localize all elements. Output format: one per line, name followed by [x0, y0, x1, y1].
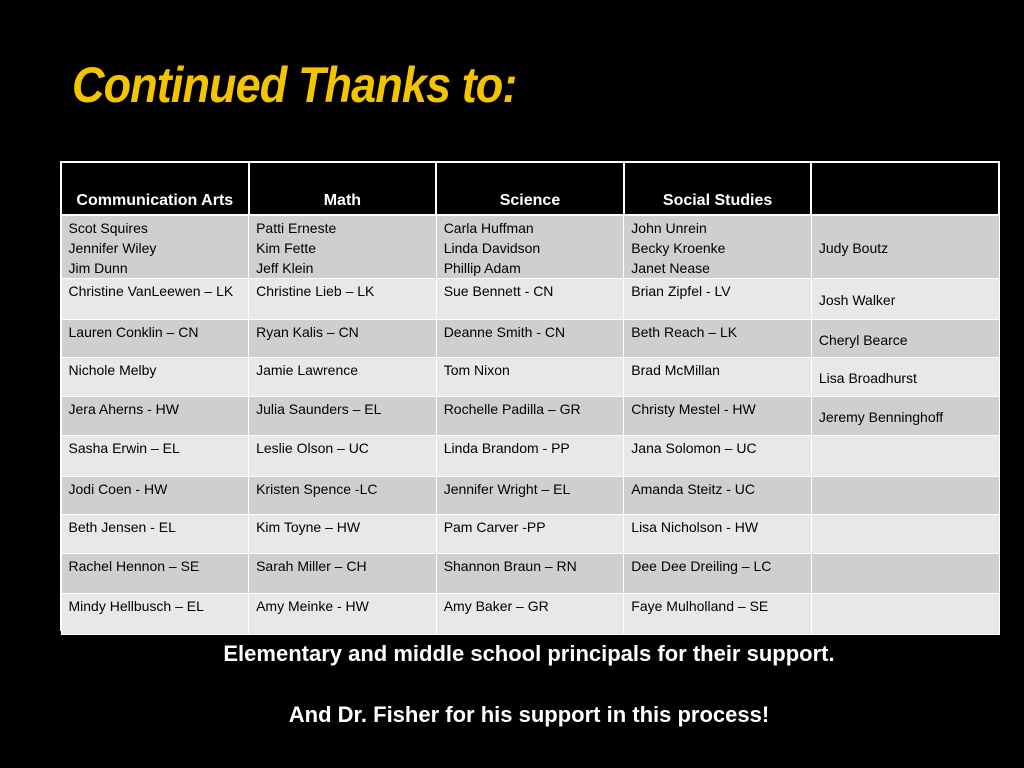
table-row	[61, 515, 999, 554]
header-math: Math	[249, 162, 437, 215]
table-cell-other	[811, 594, 999, 635]
table-cell-other	[811, 436, 999, 477]
table-cell-math: Christine Lieb – LK	[249, 279, 437, 320]
table-row	[61, 594, 999, 635]
table-cell-social-studies: Christy Mestel - HW	[624, 397, 812, 436]
table-cell-social-studies: Beth Reach – LK	[624, 320, 812, 358]
table-cell-science: Jennifer Wright – EL	[436, 477, 624, 515]
table-row	[61, 554, 999, 594]
header-science: Science	[436, 162, 624, 215]
table-cell-math: Jamie Lawrence	[249, 358, 437, 397]
table-cell-other: Jeremy Benninghoff	[811, 397, 999, 436]
table-cell-communication-arts: Mindy Hellbusch – EL	[61, 594, 249, 635]
table-row	[61, 215, 999, 279]
table-cell-math: Ryan Kalis – CN	[249, 320, 437, 358]
table-cell-other	[811, 477, 999, 515]
table-cell-science: Pam Carver -PP	[436, 515, 624, 554]
table-cell-science: Amy Baker – GR	[436, 594, 624, 635]
table-cell-social-studies: Faye Mulholland – SE	[624, 594, 812, 635]
table-cell-communication-arts: Nichole Melby	[61, 358, 249, 397]
table-cell-other	[811, 554, 999, 594]
table-cell-math: Kim Toyne – HW	[249, 515, 437, 554]
footer-principals-thanks: Elementary and middle school principals for their support.	[223, 641, 835, 666]
table-cell-communication-arts: Sasha Erwin – EL	[61, 436, 249, 477]
header-other	[811, 162, 999, 215]
table-cell-communication-arts: Beth Jensen - EL	[61, 515, 249, 554]
table-cell-communication-arts: Rachel Hennon – SE	[61, 554, 249, 594]
header-social-studies: Social Studies	[624, 162, 812, 215]
table-cell-other	[811, 515, 999, 554]
table-row	[61, 279, 999, 320]
table-row	[61, 477, 999, 515]
table-cell-math: Julia Saunders – EL	[249, 397, 437, 436]
table-cell-social-studies: Lisa Nicholson - HW	[624, 515, 812, 554]
table-cell-math: Sarah Miller – CH	[249, 554, 437, 594]
table-cell-social-studies: Brian Zipfel - LV	[624, 279, 812, 320]
table-cell-communication-arts: Scot Squires Jennifer Wiley Jim Dunn	[61, 215, 249, 279]
table-row	[61, 320, 999, 358]
table-body	[61, 215, 999, 635]
table-cell-science: Deanne Smith - CN	[436, 320, 624, 358]
footer-dr-fisher-thanks: And Dr. Fisher for his support in this process!	[288, 702, 770, 727]
table-cell-science: Rochelle Padilla – GR	[436, 397, 624, 436]
table-cell-science: Sue Bennett - CN	[436, 279, 624, 320]
table-cell-social-studies: Amanda Steitz - UC	[624, 477, 812, 515]
table-row	[61, 397, 999, 436]
table-cell-other: Cheryl Bearce	[811, 320, 999, 358]
table-cell-science: Shannon Braun – RN	[436, 554, 624, 594]
table-cell-other: Judy Boutz	[811, 215, 999, 279]
table-cell-social-studies: John Unrein Becky Kroenke Janet Nease	[624, 215, 812, 279]
table-header-row	[61, 162, 999, 215]
table-cell-science: Linda Brandom - PP	[436, 436, 624, 477]
table-cell-communication-arts: Christine VanLeewen – LK	[61, 279, 249, 320]
table-cell-social-studies: Jana Solomon – UC	[624, 436, 812, 477]
table-cell-math: Amy Meinke - HW	[249, 594, 437, 635]
table-cell-communication-arts: Lauren Conklin – CN	[61, 320, 249, 358]
table-cell-math: Patti Erneste Kim Fette Jeff Klein	[249, 215, 437, 279]
slide-title: Continued Thanks to:	[72, 57, 517, 113]
table-cell-communication-arts: Jodi Coen - HW	[61, 477, 249, 515]
table-cell-social-studies: Brad McMillan	[624, 358, 812, 397]
table-cell-math: Kristen Spence -LC	[249, 477, 437, 515]
table-row	[61, 358, 999, 397]
header-communication-arts: Communication Arts	[61, 162, 249, 215]
table-cell-other: Josh Walker	[811, 279, 999, 320]
table-cell-social-studies: Dee Dee Dreiling – LC	[624, 554, 812, 594]
thanks-table-container	[60, 161, 1000, 631]
table-cell-math: Leslie Olson – UC	[249, 436, 437, 477]
table-cell-science: Tom Nixon	[436, 358, 624, 397]
thanks-table	[60, 161, 1000, 635]
table-cell-other: Lisa Broadhurst	[811, 358, 999, 397]
table-cell-communication-arts: Jera Aherns - HW	[61, 397, 249, 436]
table-cell-science: Carla Huffman Linda Davidson Phillip Adam	[436, 215, 624, 279]
table-row	[61, 436, 999, 477]
